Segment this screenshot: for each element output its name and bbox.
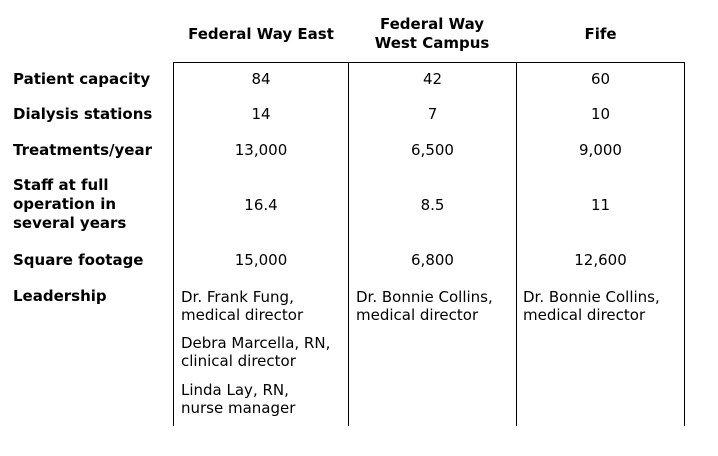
cell-treatments-year-fife: 9,000	[579, 141, 622, 159]
leader-fwe-1: Dr. Frank Fung, medical director	[181, 288, 304, 324]
row-label-leadership: Leadership	[13, 287, 107, 305]
column-header-federal-way-west-campus: Federal Way West Campus	[374, 15, 490, 52]
cell-dialysis-stations-fwwc: 7	[427, 105, 438, 123]
cell-treatments-year-fwwc: 6,500	[411, 141, 454, 159]
cell-patient-capacity-fwwc: 42	[422, 70, 443, 88]
column-header-federal-way-east: Federal Way East	[188, 25, 334, 43]
cell-square-footage-fwwc: 6,800	[411, 251, 454, 269]
row-label-treatments-year: Treatments/year	[13, 141, 152, 159]
leader-fwe-3: Linda Lay, RN, nurse manager	[181, 381, 296, 417]
row-label-square-footage: Square footage	[13, 251, 144, 269]
column-divider-4	[684, 62, 685, 426]
cell-dialysis-stations-fife: 10	[590, 105, 611, 123]
column-header-fife: Fife	[584, 25, 617, 43]
leader-fwwc-1: Dr. Bonnie Collins, medical director	[356, 288, 493, 324]
cell-square-footage-fwe: 15,000	[234, 251, 288, 269]
cell-patient-capacity-fife: 60	[590, 70, 611, 88]
cell-staff-fife: 11	[590, 196, 611, 214]
cell-staff-fwwc: 8.5	[420, 196, 445, 214]
cell-square-footage-fife: 12,600	[574, 251, 627, 269]
row-label-staff-at-full-operation: Staff at full operation in several years	[13, 176, 127, 232]
row-label-patient-capacity: Patient capacity	[13, 70, 151, 88]
cell-staff-fwe: 16.4	[244, 196, 278, 214]
cell-patient-capacity-fwe: 84	[251, 70, 271, 88]
row-label-dialysis-stations: Dialysis stations	[13, 105, 153, 123]
cell-treatments-year-fwe: 13,000	[234, 141, 288, 159]
leader-fwe-2: Debra Marcella, RN, clinical director	[181, 334, 331, 370]
table-top-border	[174, 62, 685, 63]
leader-fife-1: Dr. Bonnie Collins, medical director	[523, 288, 660, 324]
cell-dialysis-stations-fwe: 14	[251, 105, 271, 123]
